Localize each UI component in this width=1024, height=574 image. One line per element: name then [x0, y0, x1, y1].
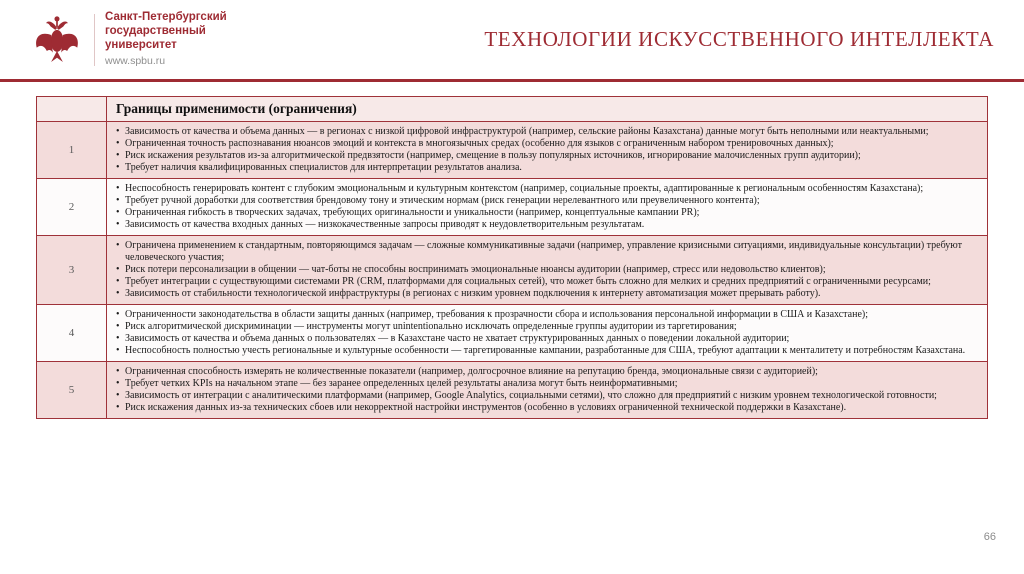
bullet-item: • Зависимость от качества и объема данных о пользователях — в Казахстане часто не хватает структурированных данных о поведении локальной аудитории;	[114, 333, 978, 345]
table-row	[37, 236, 988, 305]
bullet-item: • Зависимость от качества входных данных — низкокачественные запросы приводят к неудовлетворительным результатам.	[114, 219, 978, 231]
bullet-item: • Риск потери персонализации в общении — чат-боты не способны воспринимать эмоциональные нюансы аудитории (например, стресс или недовольство клиентов);	[114, 264, 978, 276]
row-content	[107, 236, 988, 305]
bullet-item: • Риск алгоритмической дискриминации — инструменты могут unintentionально исключать определенные группы аудитории из таргетирования;	[114, 321, 978, 333]
row-number: 4	[37, 305, 107, 362]
bullet-item: • Ограниченная гибкость в творческих задачах, требующих оригинальности и уникальности (например, концептуальные кампании PR);	[114, 207, 978, 219]
row-number: 5	[37, 362, 107, 419]
header-divider	[0, 79, 1024, 82]
slide-title: ТЕХНОЛОГИИ ИСКУССТВЕННОГО ИНТЕЛЛЕКТА	[484, 27, 994, 51]
university-name-line-3: университет	[105, 38, 177, 51]
bullet-item: • Зависимость от интеграции с аналитическими платформами (например, Google Analytics, социальными сетями), что сложно для предприятий с низким уровнем технологической готовности;	[114, 390, 978, 402]
university-url: www.spbu.ru	[105, 55, 166, 68]
table-row	[37, 362, 988, 419]
slide-header	[0, 0, 1024, 79]
university-logo	[30, 11, 227, 69]
logo-separator	[94, 14, 95, 66]
bullet-item: • Ограничена применением к стандартным, повторяющимся задачам — сложные коммуникативные задачи (например, управление кризисными ситуациями, индивидуальные консультации) требуют человеческого участия;	[114, 240, 978, 264]
bullet-item: • Требует интеграции с существующими системами PR (CRM, платформами для социальных сетей), что может быть сложно для мелких и средних предприятий с ограниченными ресурсами;	[114, 276, 978, 288]
table-row	[37, 122, 988, 179]
row-number: 2	[37, 179, 107, 236]
page-number: 66	[983, 531, 996, 543]
bullet-item: • Неспособность генерировать контент с глубоким эмоциональным и культурным контекстом (например, социальные проекты, адаптированные к региональным особенностям Казахстана);	[114, 183, 978, 195]
table-header-cell: Границы применимости (ограничения)	[107, 97, 988, 122]
bullet-list	[108, 363, 986, 417]
bullet-item: • Требует наличия квалифицированных специалистов для интерпретации результатов анализа.	[114, 162, 978, 174]
row-content	[107, 122, 988, 179]
bullet-item: • Ограниченная точность распознавания нюансов эмоций и контекста в многоязычных средах (особенно для языков с ограниченным набором тренировочных данных);	[114, 138, 978, 150]
bullet-list	[108, 306, 986, 360]
table-header-row	[37, 97, 988, 122]
bullet-list	[108, 180, 986, 234]
row-content	[107, 305, 988, 362]
bullet-item: • Зависимость от качества и объема данных — в регионах с низкой цифровой инфраструктурой (например, сельские районы Казахстана) данные могут быть неполными или неактуальными;	[114, 126, 978, 138]
row-number: 3	[37, 236, 107, 305]
university-name-line-1: Санкт-Петербургский	[105, 11, 227, 24]
table-row	[37, 179, 988, 236]
limitations-table	[36, 96, 988, 419]
row-content	[107, 362, 988, 419]
bullet-list	[108, 123, 986, 177]
university-name	[105, 11, 227, 67]
bullet-item: • Риск искажения данных из-за технических сбоев или некорректной настройки инструментов (особенно в условиях ограниченной технической поддержки в Казахстане).	[114, 402, 978, 414]
bullet-list	[108, 237, 986, 303]
university-name-line-2: государственный	[105, 25, 206, 38]
bullet-item: • Ограниченности законодательства в области защиты данных (например, требования к прозрачности сбора и использования персональной информации в США и Казахстане);	[114, 309, 978, 321]
bullet-item: • Риск искажения результатов из-за алгоритмической предвзятости (например, смещение в пользу популярных источников, игнорирование малочисленных групп аудитории);	[114, 150, 978, 162]
bullet-item: • Неспособность полностью учесть региональные и культурные особенности — таргетированные кампании, разработанные для США, требуют адаптации к менталитету и потребностям Казахстана.	[114, 345, 978, 357]
table-header-number-cell	[37, 97, 107, 122]
bullet-item: • Ограниченная способность измерять не количественные показатели (например, долгосрочное влияние на репутацию бренда, эмоциональные связи с аудиторией);	[114, 366, 978, 378]
bullet-item: • Зависимость от стабильности технологической инфраструктуры (в регионах с низким уровнем подключения к интернету автоматизация может прерывать работу).	[114, 288, 978, 300]
row-content	[107, 179, 988, 236]
bullet-item: • Требует четких KPIs на начальном этапе — без заранее определенных целей результаты анализа могут быть неинформативными;	[114, 378, 978, 390]
spbu-eagle-emblem-icon	[30, 11, 84, 69]
row-number: 1	[37, 122, 107, 179]
bullet-item: • Требует ручной доработки для соответствия брендовому тону и этическим нормам (риск генерации нерелевантного или преувеличенного контента);	[114, 195, 978, 207]
table-row	[37, 305, 988, 362]
